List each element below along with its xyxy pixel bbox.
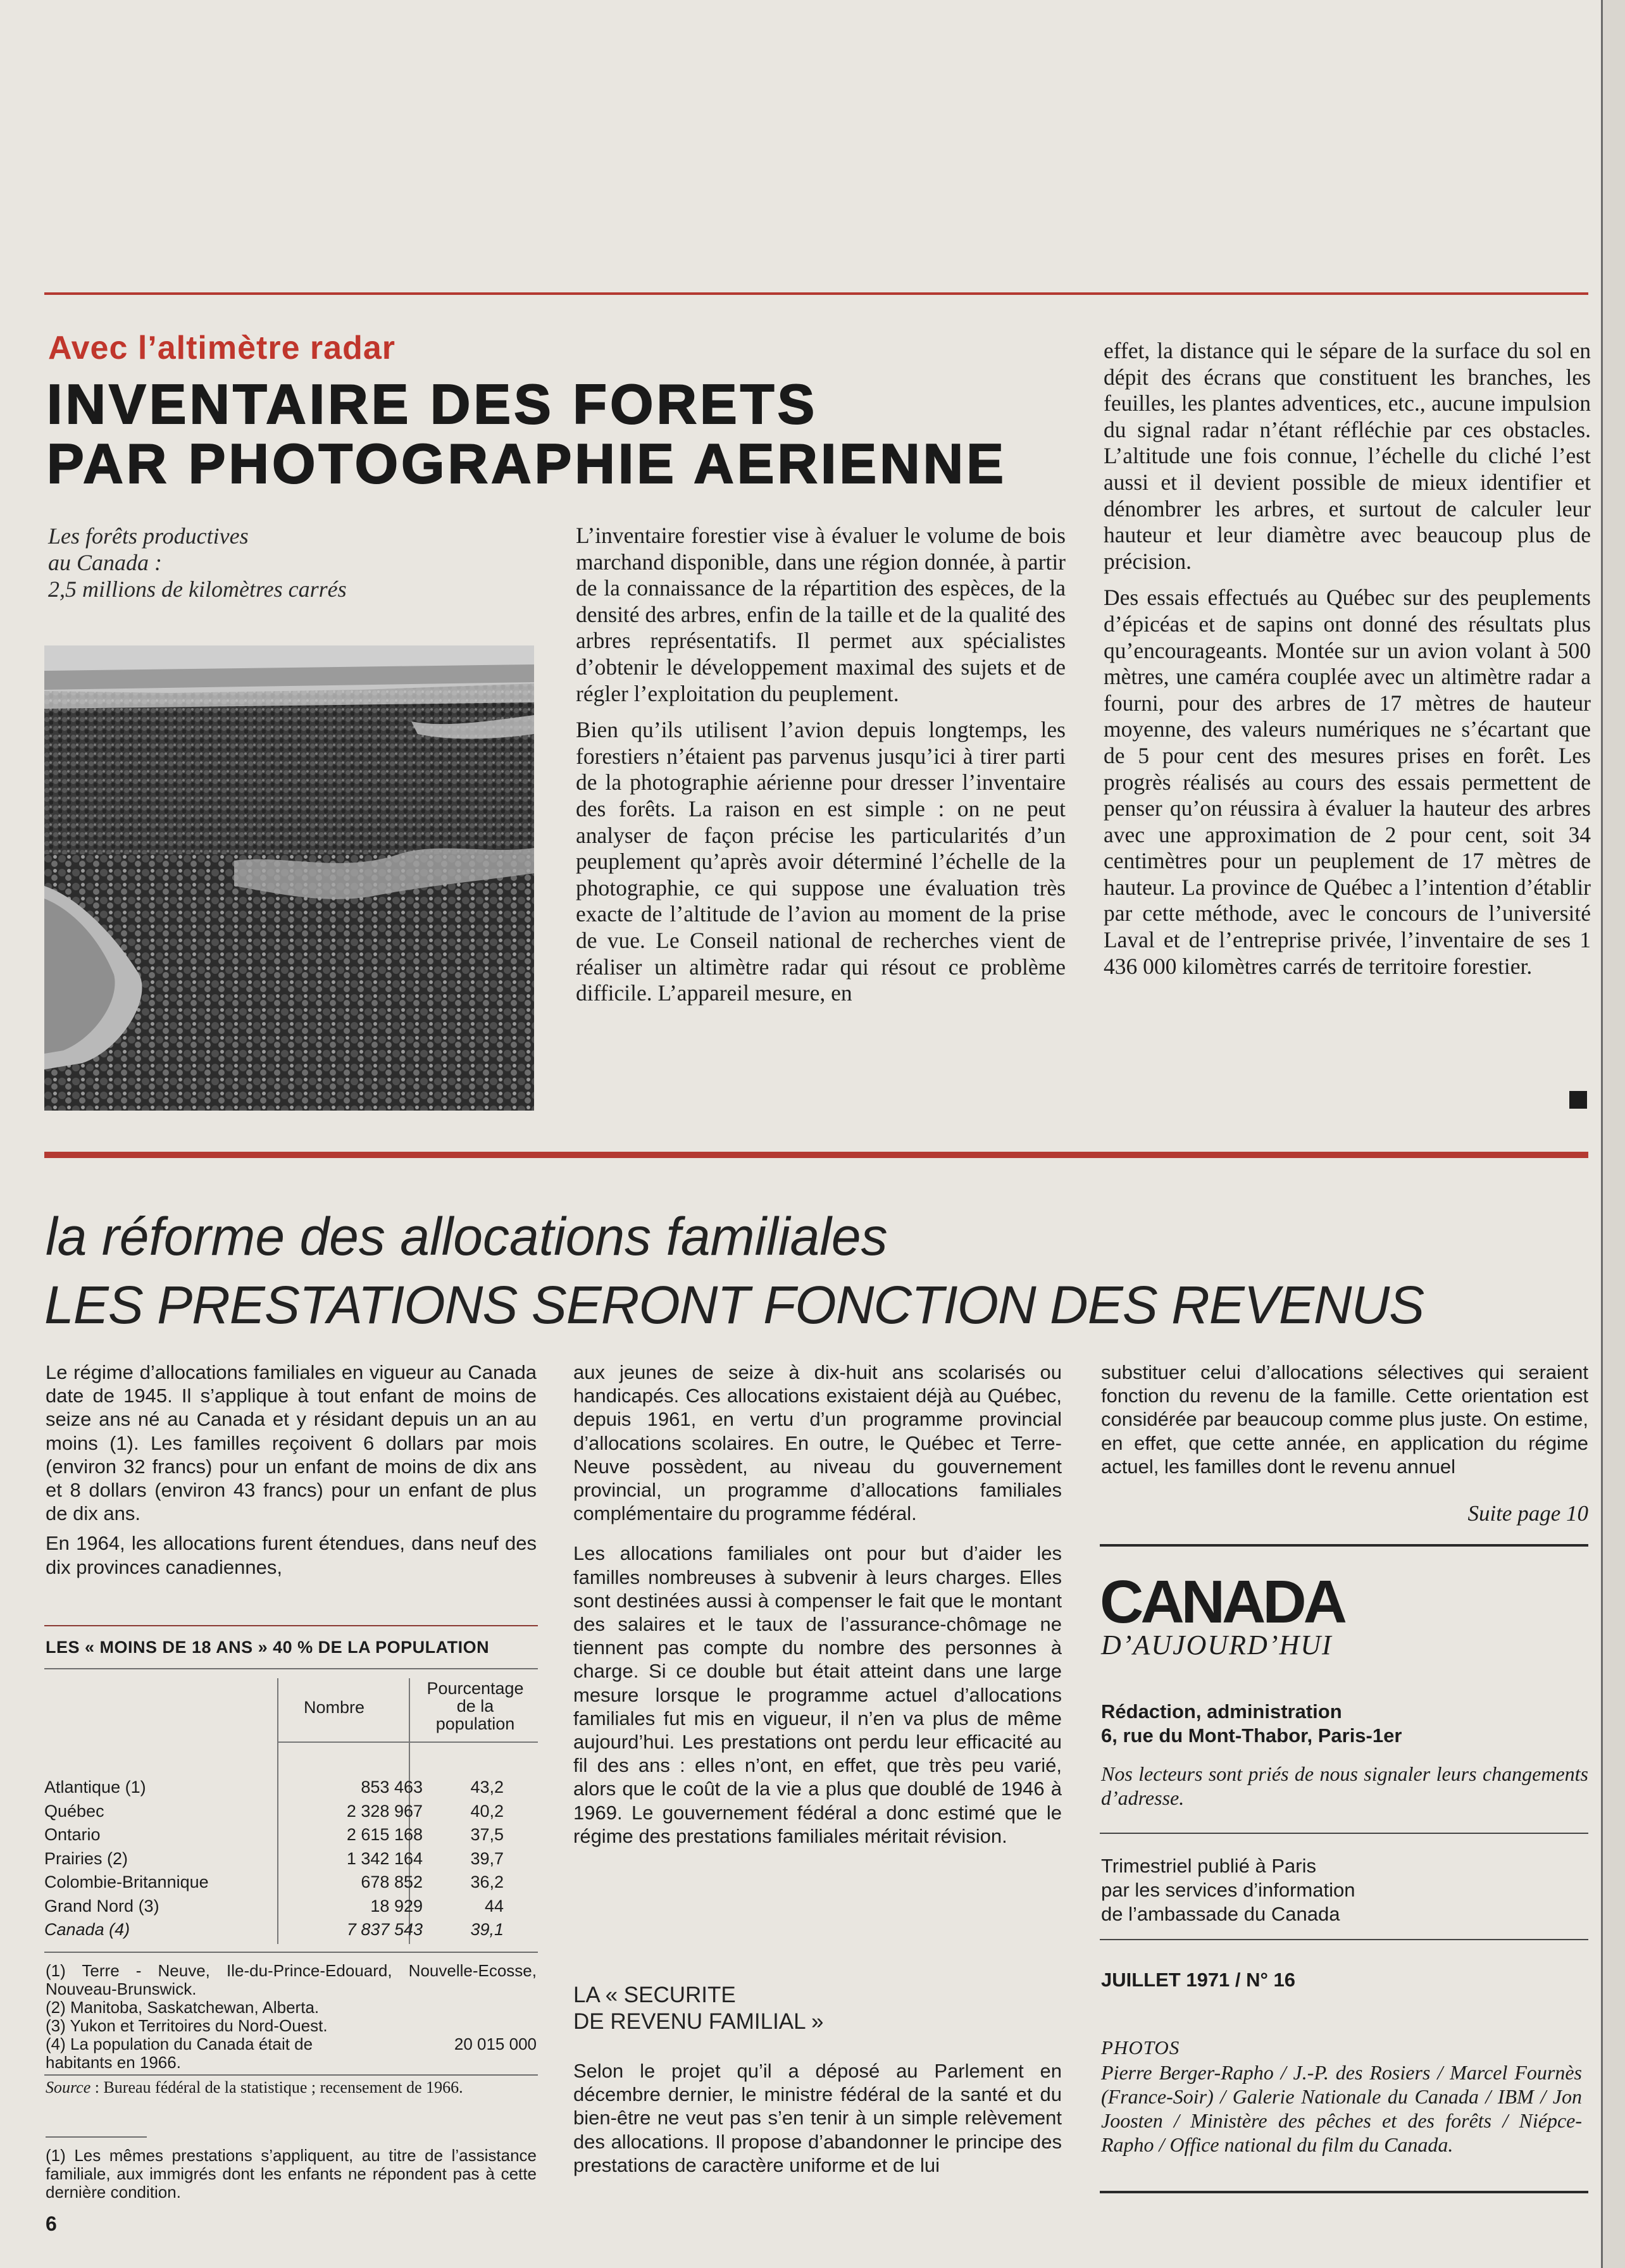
table-note-4 — [46, 2035, 537, 2053]
nombre-cell: 7 837 543 — [346, 1920, 423, 1939]
source-text: : Bureau fédéral de la statistique ; recensement de 1966. — [94, 2078, 463, 2097]
table-row — [44, 1871, 538, 1895]
aerial-forest-photo — [44, 645, 534, 1111]
nombre-cell: 1 342 164 — [346, 1848, 423, 1868]
photos-credits: Pierre Berger-Rapho / J.-P. des Rosiers / Marcel Fournès (France-Soir) / Galerie Nationale du Canada / IBM / Jon Joosten / Ministère des pêches et des forêts / Niépce-Rapho / Office national du film du Canada. — [1101, 2061, 1582, 2156]
table-row — [44, 1847, 538, 1871]
masthead-rule — [1100, 1833, 1588, 1834]
table-note: habitants en 1966. — [46, 2053, 181, 2072]
table-title: LES « MOINS DE 18 ANS » 40 % DE LA POPULATION — [46, 1638, 490, 1657]
footnote-rule — [46, 2136, 147, 2138]
table-row — [44, 1776, 538, 1800]
page-edge-strip — [1601, 0, 1625, 2268]
nombre-cell: 2 328 967 — [346, 1801, 423, 1821]
table-row — [44, 1895, 538, 1919]
publisher-line: par les services d’information — [1101, 1879, 1355, 1901]
article2-title-line2: LES PRESTATIONS SERONT FONCTION DES REVENUS — [44, 1275, 1424, 1335]
paragraph: Le régime d’allocations familiales en vigueur au Canada date de 1945. Il s’applique à tout enfant de moins de seize ans né au Canada et y résidant depuis un an au moins (1). Les familles reçoivent 6 dollars par mois (environ 32 francs) pour un enfant de moins de dix ans et 8 dollars (environ 43 francs) pour un enfant de plus de dix ans. — [46, 1361, 537, 1525]
subhead-line: LA « SECURITE — [573, 1983, 736, 2007]
subtitle-line: 2,5 millions de kilomètres carrés — [48, 576, 347, 602]
pct-cell: 44 — [484, 1896, 504, 1916]
table-top-rule — [44, 1625, 538, 1626]
table-notes — [46, 1962, 537, 2072]
article2-column2-after: Selon le projet qu’il a déposé au Parlement en décembre dernier, le ministre fédéral de la santé et du bien-être ne veut pas s’en tenir à un simple relèvement des allocations. Il propose d’abandonner le principe des prestations de caractère uniforme et de lui — [573, 2060, 1062, 2176]
paragraph: Bien qu’ils utilisent l’avion depuis longtemps, les forestiers n’étaient pas parvenus jusqu’ici à tirer parti de la photographie aérienne pour dresser l’inventaire des forêts. La raison en est simple : on ne peut analyser de façon précise les particularités d’un peuplement qu’après avoir déterminé l’échelle de la photographie, ce qui suppose une évaluation très exacte de l’altitude de l’avion au moment de la prise de vue. Le Conseil national de recherches vient de réaliser un altimètre radar qui résout ce problème difficile. L’appareil mesure, en — [576, 717, 1066, 1006]
photos-label: PHOTOS — [1101, 2036, 1180, 2059]
forest-photo-art — [44, 645, 534, 1111]
pct-cell: 43,2 — [470, 1778, 504, 1797]
subtitle-line: au Canada : — [48, 550, 162, 575]
article1-headline-line1: INVENTAIRE DES FORETS — [47, 373, 818, 435]
continued-link[interactable]: Suite page 10 — [1467, 1501, 1588, 1526]
end-of-article-square — [1569, 1091, 1587, 1109]
canada-logo-subtitle: D’AUJOURD’HUI — [1101, 1629, 1333, 1660]
article1-headline-line2: PAR PHOTOGRAPHIE AERIENNE — [47, 432, 1007, 495]
middle-red-rule — [44, 1152, 1588, 1158]
article1-column2 — [576, 523, 1066, 1017]
table-note: (2) Manitoba, Saskatchewan, Alberta. — [46, 1998, 320, 2017]
table-header-rule — [278, 1742, 538, 1743]
table-title-rule — [44, 1668, 538, 1669]
top-red-rule — [44, 292, 1588, 295]
masthead-notice: Nos lecteurs sont priés de nous signaler leurs changements d’adresse. — [1101, 1762, 1588, 1809]
article1-kicker: Avec l’altimètre radar — [48, 330, 396, 366]
header-line: Pourcentage — [426, 1679, 524, 1698]
table-row-total — [44, 1918, 538, 1942]
paragraph: En 1964, les allocations furent étendues, dans neuf des dix provinces canadiennes, — [46, 1532, 537, 1578]
article1-subtitle — [48, 523, 554, 602]
region-cell: Canada (4) — [44, 1920, 130, 1939]
table-source — [46, 2078, 537, 2097]
masthead-address — [1101, 1700, 1588, 1748]
footnote: (1) Les mêmes prestations s’appliquent, au titre de l’assistance familiale, aux immigrés dont les enfants ne répondent pas à cette dernière condition. — [46, 2146, 537, 2202]
nombre-cell: 2 615 168 — [346, 1825, 423, 1844]
article2-column2 — [573, 1361, 1062, 1858]
paragraph: aux jeunes de seize à dix-huit ans scolarisés ou handicapés. Ces allocations existaient déjà au Québec, depuis 1961, en vertu d’un programme provincial d’allocations scolaires. En outre, le Québec et Terre-Neuve possèdent, au niveau du gouvernement provincial, un programme d’allocations familiales complémentaire du programme fédéral. — [573, 1361, 1062, 1525]
publisher-line: Trimestriel publié à Paris — [1101, 1855, 1316, 1877]
subtitle-line: Les forêts productives — [48, 523, 249, 549]
header-line: de la — [456, 1697, 494, 1716]
paragraph: effet, la distance qui le sépare de la surface du sol en dépit des écrans que constituent les branches, les feuilles, les plantes adventices, etc., aucune impulsion du signal radar n’étant réfléchie par ces obstacles. L’altitude une fois connue, l’échelle du cliché l’est aussi et il devient possible de mieux identifier et dénombrer les arbres, et surtout de calculer leur hauteur et leur diamètre avec beaucoup plus de précision. — [1104, 338, 1591, 574]
subhead-line: DE REVENU FAMILIAL » — [573, 2009, 824, 2034]
header-line: population — [435, 1714, 515, 1733]
canada-logo: CANADA — [1100, 1568, 1344, 1636]
region-cell: Québec — [44, 1801, 104, 1821]
address-line: 6, rue du Mont-Thabor, Paris-1er — [1101, 1724, 1402, 1747]
nombre-cell: 853 463 — [361, 1778, 423, 1797]
table-header-pourcentage — [415, 1679, 535, 1733]
table-row — [44, 1800, 538, 1824]
note4-value: 20 015 000 — [454, 2034, 537, 2053]
region-cell: Prairies (2) — [44, 1848, 128, 1868]
source-label: Source — [46, 2078, 91, 2097]
pct-cell: 40,2 — [470, 1801, 504, 1821]
table-body — [44, 1776, 538, 1942]
region-cell: Atlantique (1) — [44, 1778, 146, 1797]
paragraph: Des essais effectués au Québec sur des peuplements d’épicéas et de sapins ont donné des résultats plus qu’encourageants. Montée sur un avion volant à 500 mètres, une caméra couplée avec un altimètre radar a fourni, pour des arbres de 17 mètres de hauteur moyenne, des valeurs numériques ne s’écartant que de 5 pour cent des mesures prises en forêt. Les progrès réalisés au cours des essais permettent de penser qu’on réussira à évaluer la hauteur des arbres avec une approximation de 2 pour cent, soit 34 centimètres pour un peuplement de 17 mètres de hauteur. La province de Québec a l’intention d’établir par cette méthode, avec le concours de l’université Laval et de l’entreprise privée, l’inventaire de ses 1 436 000 kilomètres carrés de territoire forestier. — [1104, 585, 1591, 979]
page-number: 6 — [46, 2212, 57, 2235]
region-cell: Grand Nord (3) — [44, 1896, 159, 1916]
nombre-cell: 18 929 — [370, 1896, 423, 1916]
article2-column1 — [46, 1361, 537, 1602]
paragraph: L’inventaire forestier vise à évaluer le volume de bois marchand disponible, dans une région donnée, à partir de la connaissance de la répartition des espèces, de la densité des arbres, enfin de la taille et de la qualité des arbres représentatifs. Il permet aux spécialistes d’obtenir le développement maximal des sujets et de régler l’exploitation du peuplement. — [576, 523, 1066, 706]
paragraph: Les allocations familiales ont pour but d’aider les familles nombreuses à subvenir à leurs charges. Elles sont destinées aussi à compenser le fait que le montant des salaires et le taux de l’assurance-chômage ne tiennent pas compte du nombre des personnes à charge. Si ce double but était atteint dans une large mesure lorsque le programme actuel d’allocations familiales fut mis en vigueur, il n’en va plus de même aujourd’hui. Les prestations ont perdu leur efficacité au fil des ans : elles n’ont, en effet, que très peu varié, alors que le coût de la vie a plus que doublé de 1946 à 1969. Le gouvernement fédéral a donc estimé que le régime des prestations familiales méritait révision. — [573, 1542, 1062, 1847]
masthead-rule — [1100, 1939, 1588, 1940]
region-cell: Ontario — [44, 1825, 101, 1844]
pct-cell: 36,2 — [470, 1872, 504, 1891]
article2-column3: substituer celui d’allocations sélectives qui seraient fonction du revenu de la famille. Cette orientation est considérée par beaucoup comme plus juste. On estime, en effet, que cette année, en application du régime actuel, les familles dont le revenu annuel — [1101, 1361, 1588, 1478]
table-note: (3) Yukon et Territoires du Nord-Ouest. — [46, 2016, 328, 2035]
pct-cell: 37,5 — [470, 1825, 504, 1844]
table-bottom-rule — [44, 1952, 538, 1953]
pct-cell: 39,7 — [470, 1848, 504, 1868]
article2-title-line1: la réforme des allocations familiales — [46, 1207, 888, 1266]
nombre-cell: 678 852 — [361, 1872, 423, 1891]
table-header-nombre: Nombre — [304, 1698, 365, 1717]
masthead-publisher — [1101, 1854, 1588, 1926]
masthead-bottom-rule — [1100, 2191, 1588, 2193]
table-note: (1) Terre - Neuve, Ile-du-Prince-Edouard, Nouvelle-Ecosse, Nouveau-Brunswick. — [46, 1961, 537, 1998]
article1-column3 — [1104, 338, 1591, 980]
address-line: Rédaction, administration — [1101, 1700, 1342, 1723]
source-rule — [44, 2074, 538, 2076]
masthead-top-rule — [1100, 1544, 1588, 1547]
issue-number: JUILLET 1971 / N° 16 — [1101, 1969, 1296, 1991]
publisher-line: de l’ambassade du Canada — [1101, 1903, 1340, 1925]
note4-text: (4) La population du Canada était de — [46, 2034, 313, 2053]
article2-subhead — [573, 1982, 1062, 2035]
pct-cell: 39,1 — [470, 1920, 504, 1939]
region-cell: Colombie-Britannique — [44, 1872, 209, 1891]
table-row — [44, 1823, 538, 1847]
